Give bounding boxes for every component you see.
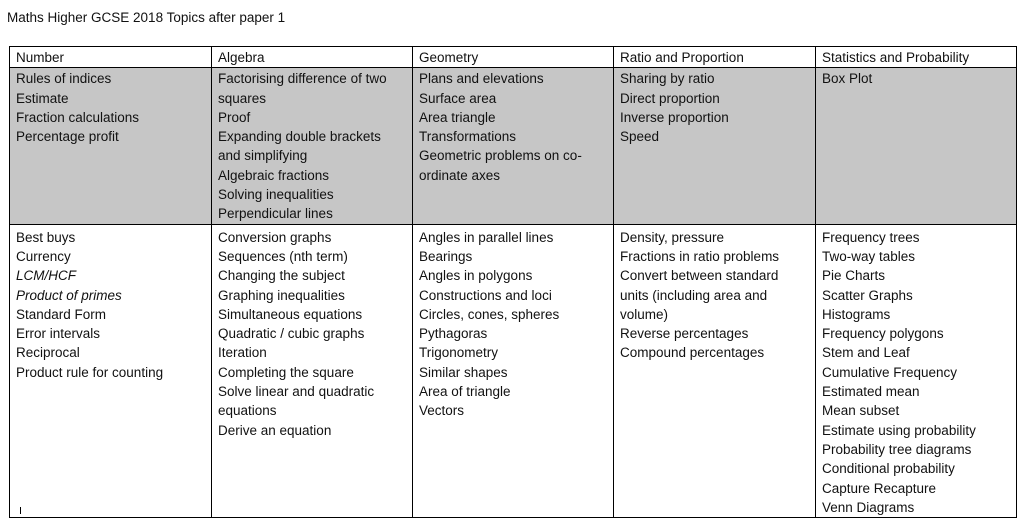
remaining-statistics-cell — [816, 224, 1017, 517]
topic-item: Percentage profit — [16, 129, 119, 145]
topic-item: Standard Form — [16, 306, 107, 322]
topic-item: Convert between standard units (including area and volume) — [620, 268, 779, 322]
topic-item: Sharing by ratio — [620, 71, 715, 87]
topic-item: Area of triangle — [419, 384, 511, 400]
topic-item: Solving inequalities — [218, 187, 334, 203]
topic-item: Proof — [218, 109, 251, 125]
topic-item: Derive an equation — [218, 422, 332, 438]
covered-ratio-cell — [614, 68, 816, 224]
topic-item: Bearings — [419, 248, 473, 264]
topic-item: Rules of indices — [16, 71, 112, 87]
topic-item: Frequency trees — [822, 229, 920, 245]
topic-item: Fraction calculations — [16, 109, 140, 125]
topic-item: Area triangle — [419, 109, 496, 125]
topic-item: Solve linear and quadratic equations — [218, 384, 375, 419]
topic-item: Best buys — [16, 229, 76, 245]
header-row — [10, 47, 1017, 68]
remaining-geometry-cell — [413, 224, 614, 517]
topic-item: Mean subset — [822, 403, 900, 419]
topic-item: Box Plot — [822, 71, 873, 87]
topic-item: Estimated mean — [822, 384, 920, 400]
topic-item: Circles, cones, spheres — [419, 306, 560, 322]
topic-item: Surface area — [419, 90, 497, 106]
topic-item: Similar shapes — [419, 364, 508, 380]
remaining-topics-row — [10, 224, 1017, 517]
topic-item: Constructions and loci — [419, 287, 552, 303]
topic-item: Graphing inequalities — [218, 287, 345, 303]
covered-number-cell — [10, 68, 212, 224]
topic-item: Factorising difference of two squares — [218, 71, 387, 106]
topic-item: Algebraic fractions — [218, 167, 330, 183]
topic-item: Angles in polygons — [419, 268, 533, 284]
header-cell-statistics-and-probability: Statistics and Probability — [816, 47, 1017, 68]
topic-item: Vectors — [419, 403, 465, 419]
topic-item: Compound percentages — [620, 345, 765, 361]
topic-item: Reverse percentages — [620, 326, 749, 342]
remaining-ratio-cell — [614, 224, 816, 517]
document-title: Maths Higher GCSE 2018 Topics after paper 1 — [7, 10, 286, 25]
topic-item: Scatter Graphs — [822, 287, 913, 303]
topic-item: Frequency polygons — [822, 326, 944, 342]
topic-item: Changing the subject — [218, 268, 345, 284]
topic-item: Product of primes — [16, 287, 122, 303]
topic-item: Capture Recapture — [822, 480, 937, 496]
topic-item: Cumulative Frequency — [822, 364, 958, 380]
topic-item: Transformations — [419, 129, 517, 145]
topic-item: Estimate — [16, 90, 69, 106]
topic-item: Histograms — [822, 306, 891, 322]
topic-item: LCM/HCF — [16, 268, 76, 284]
header-cell-algebra: Algebra — [212, 47, 413, 68]
topic-item: Conditional probability — [822, 461, 955, 477]
topic-item: Inverse proportion — [620, 109, 729, 125]
header-cell-ratio-and-proportion: Ratio and Proportion — [614, 47, 816, 68]
page-edge-mark — [20, 507, 21, 514]
covered-algebra-cell — [212, 68, 413, 224]
topic-item: Venn Diagrams — [822, 499, 915, 515]
topic-item: Perpendicular lines — [218, 206, 333, 222]
topic-item: Currency — [16, 248, 71, 264]
topic-item: Speed — [620, 129, 660, 145]
topic-item: Simultaneous equations — [218, 306, 363, 322]
topic-item: Reciprocal — [16, 345, 80, 361]
remaining-number-cell — [10, 224, 212, 517]
topic-item: Expanding double brackets and simplifying — [218, 129, 381, 164]
topic-item: Completing the square — [218, 364, 354, 380]
topic-item: Plans and elevations — [419, 71, 544, 87]
topic-item: Pie Charts — [822, 268, 886, 284]
topic-item: Product rule for counting — [16, 364, 164, 380]
topic-item: Angles in parallel lines — [419, 229, 554, 245]
topic-item: Quadratic / cubic graphs — [218, 326, 365, 342]
topic-item: Fractions in ratio problems — [620, 248, 780, 264]
topic-item: Iteration — [218, 345, 267, 361]
topic-item: Pythagoras — [419, 326, 488, 342]
topic-item: Estimate using probability — [822, 422, 976, 438]
topic-item: Geometric problems on co-ordinate axes — [419, 148, 582, 183]
topic-item: Error intervals — [16, 326, 101, 342]
topic-item: Direct proportion — [620, 90, 720, 106]
topic-item: Two-way tables — [822, 248, 916, 264]
topic-item: Trigonometry — [419, 345, 499, 361]
covered-statistics-cell — [816, 68, 1017, 224]
covered-topics-row — [10, 68, 1017, 224]
topic-item: Stem and Leaf — [822, 345, 910, 361]
topic-item: Probability tree diagrams — [822, 441, 972, 457]
topic-item: Density, pressure — [620, 229, 725, 245]
header-cell-number: Number — [10, 47, 212, 68]
remaining-algebra-cell — [212, 224, 413, 517]
topic-item: Sequences (nth term) — [218, 248, 348, 264]
header-cell-geometry: Geometry — [413, 47, 614, 68]
topics-table — [9, 46, 1017, 518]
topic-item: Conversion graphs — [218, 229, 332, 245]
covered-geometry-cell — [413, 68, 614, 224]
